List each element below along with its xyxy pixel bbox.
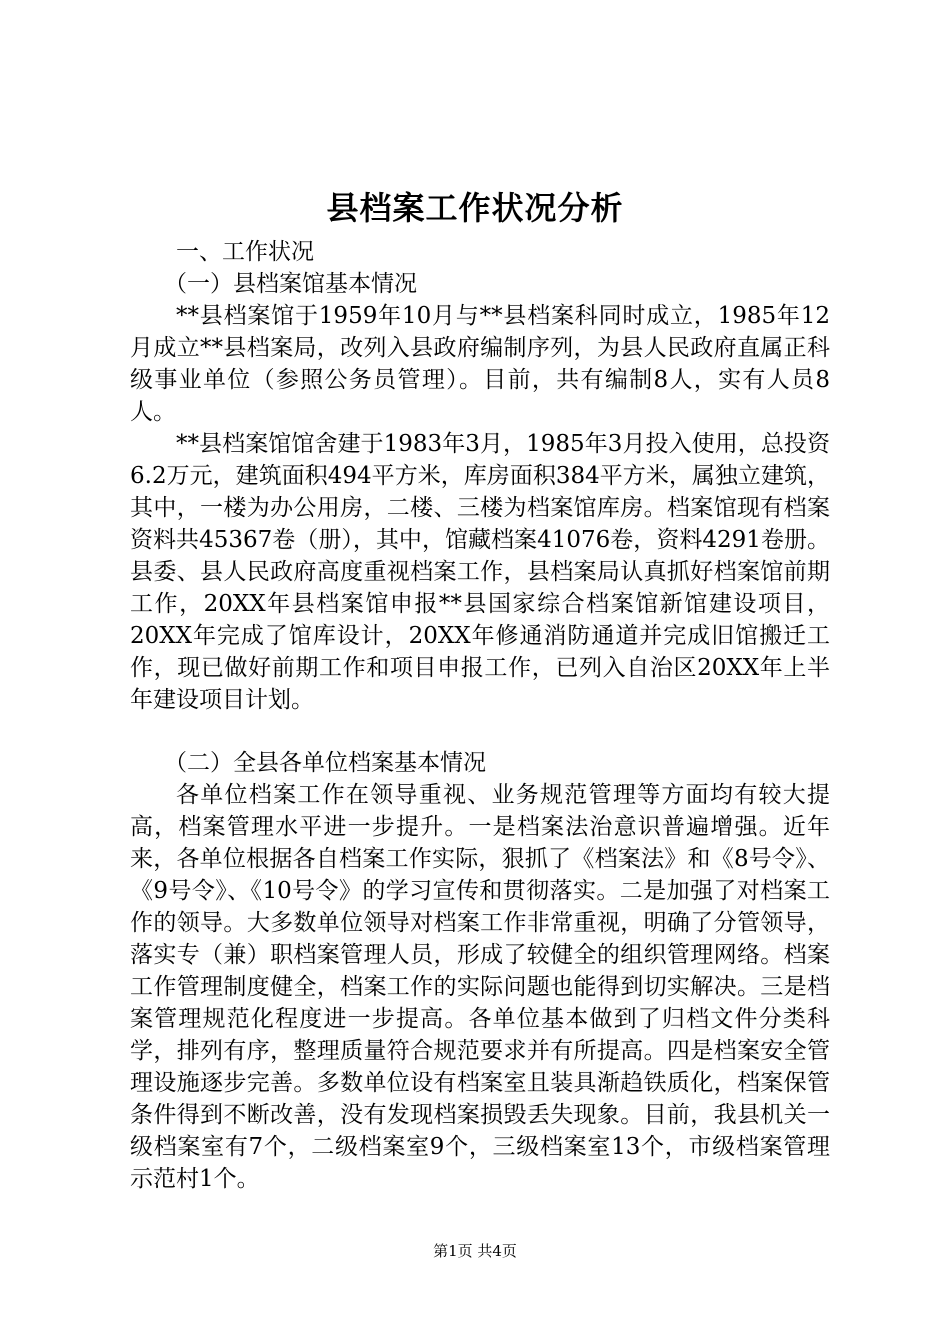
- paragraph-spacer: [130, 716, 830, 747]
- subsection-heading-units-basic: （二）全县各单位档案基本情况: [164, 750, 486, 776]
- paragraph-archive-building: **县档案馆馆舍建于1983年3月，1985年3月投入使用，总投资6.2万元，建筑面积494平方米，库房面积384平方米，属独立建筑，其中，一楼为办公用房，二楼、三楼为档案馆库房。档案馆现有档案资料共45367卷（册），其中，馆藏档案41076卷，资料4291卷册。县委、县人民政府高度重视档案工作，县档案局认真抓好档案馆前期工作，20XX年县档案馆申报**县国家综合档案馆新馆建设项目，20XX年完成了馆库设计，20XX年修通消防通道并完成旧馆搬迁工作，现已做好前期工作和项目申报工作，已列入自治区20XX年上半年建设项目计划。: [130, 431, 830, 713]
- paragraph-archive-history: **县档案馆于1959年10月与**县档案科同时成立，1985年12月成立**县档案局，改列入县政府编制序列，为县人民政府直属正科级事业单位（参照公务员管理）。目前，共有编制8人，实有人员8人。: [130, 303, 830, 425]
- page-footer: 第1页 共4页: [433, 1242, 517, 1260]
- document-title: 县档案工作状况分析: [326, 189, 624, 227]
- section-heading-work-status: 一、工作状况: [176, 239, 314, 265]
- document-body: [130, 236, 830, 1195]
- subsection-heading-archive-basic: （一）县档案馆基本情况: [164, 271, 417, 297]
- paragraph-units-status: 各单位档案工作在领导重视、业务规范管理等方面均有较大提高，档案管理水平进一步提升。一是档案法治意识普遍增强。近年来，各单位根据各自档案工作实际，狠抓了《档案法》和《8号令》、《9号令》、《10号令》的学习宣传和贯彻落实。二是加强了对档案工作的领导。大多数单位领导对档案工作非常重视，明确了分管领导，落实专（兼）职档案管理人员，形成了较健全的组织管理网络。档案工作管理制度健全，档案工作的实际问题也能得到切实解决。三是档案管理规范化程度进一步提高。各单位基本做到了归档文件分类科学，排列有序，整理质量符合规范要求并有所提高。四是档案安全管理设施逐步完善。多数单位设有档案室且装具渐趋铁质化，档案保管条件得到不断改善，没有发现档案损毁丢失现象。目前，我县机关一级档案室有7个，二级档案室9个，三级档案室13个，市级档案管理示范村1个。: [130, 782, 830, 1192]
